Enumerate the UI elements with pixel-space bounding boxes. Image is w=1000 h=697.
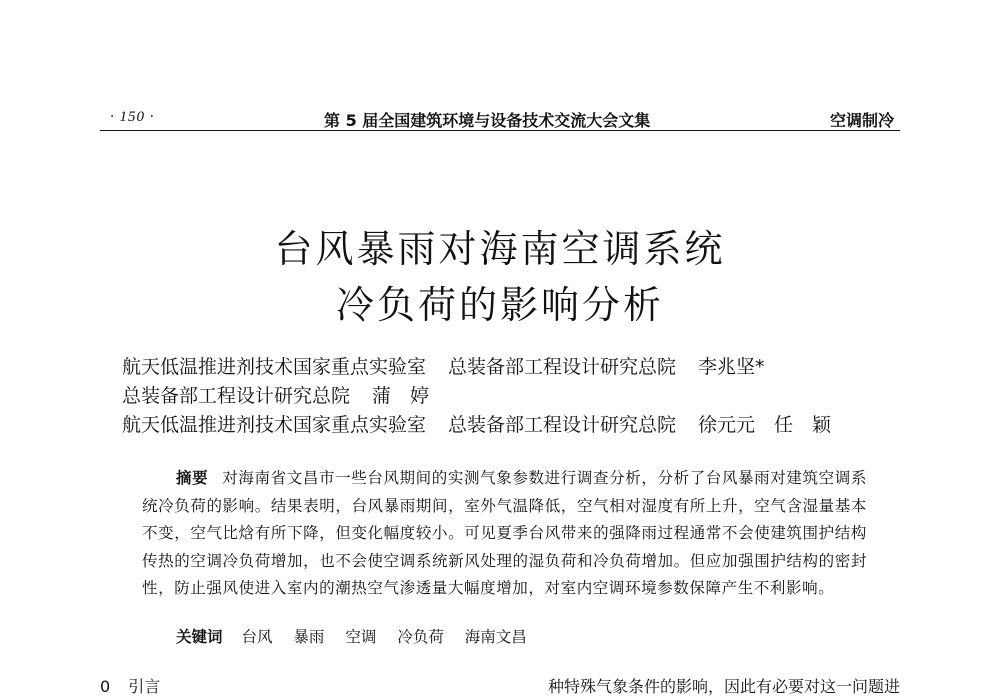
running-header bbox=[100, 107, 900, 131]
author-affiliation: 总装备部工程设计研究总院 bbox=[122, 385, 351, 407]
paper-title-line-1: 台风暴雨对海南空调系统 bbox=[274, 227, 726, 271]
keyword: 海南文昌 bbox=[464, 628, 527, 646]
abstract-text: 对海南省文昌市一些台风期间的实测气象参数进行调查分析，分析了台风暴雨对建筑空调系统冷负荷的影响。结果表明，台风暴雨期间，室外气温降低，空气相对湿度有所上升，空气含湿量基本不变，空气比焓有所下降，但变化幅度较小。可见夏季台风带来的强降雨过程通常不会使建筑围护结构传热的空调冷负荷增加，也不会使空调系统新风处理的湿负荷和冷负荷增加。但应加强围护结构的密封性，防止强风使进入室内的潮热空气渗透量大幅度增加，对室内空调环境参数保障产生不利影响。 bbox=[142, 469, 867, 598]
section-title: 引言 bbox=[128, 677, 161, 696]
keyword: 台风 bbox=[241, 628, 273, 646]
section-name: 空调制冷 bbox=[829, 111, 894, 130]
author-names: 蒲 婷 bbox=[372, 385, 430, 407]
author-affiliation: 总装备部工程设计研究总院 bbox=[448, 414, 677, 436]
author-line bbox=[122, 382, 902, 411]
keywords-label: 关键词 bbox=[176, 628, 223, 646]
author-affiliation: 总装备部工程设计研究总院 bbox=[448, 356, 677, 378]
author-line bbox=[122, 411, 902, 440]
keywords bbox=[176, 625, 543, 647]
section-number: 0 bbox=[100, 677, 111, 696]
keyword: 冷负荷 bbox=[397, 628, 444, 646]
author-affiliation: 航天低温推进剂技术国家重点实验室 bbox=[122, 356, 427, 378]
header-rule bbox=[100, 130, 900, 131]
abstract bbox=[142, 465, 867, 603]
page-number: · 150 · bbox=[110, 109, 155, 125]
author-affiliation: 航天低温推进剂技术国家重点实验室 bbox=[122, 414, 427, 436]
author-block bbox=[122, 353, 902, 440]
abstract-label: 摘要 bbox=[176, 469, 209, 487]
keyword: 暴雨 bbox=[293, 628, 325, 646]
keyword: 空调 bbox=[345, 628, 377, 646]
author-names: 徐元元 任 颖 bbox=[698, 414, 832, 436]
paper-title-line-2: 冷负荷的影响分析 bbox=[335, 283, 664, 327]
author-names: 李兆坚* bbox=[698, 356, 765, 378]
body-text-right-column: 种特殊气象条件的影响，因此有必要对这一问题进 bbox=[547, 677, 900, 696]
author-line bbox=[122, 353, 902, 382]
section-heading bbox=[100, 674, 160, 697]
proceedings-title: 第 5 届全国建筑环境与设备技术交流大会文集 bbox=[324, 111, 651, 130]
